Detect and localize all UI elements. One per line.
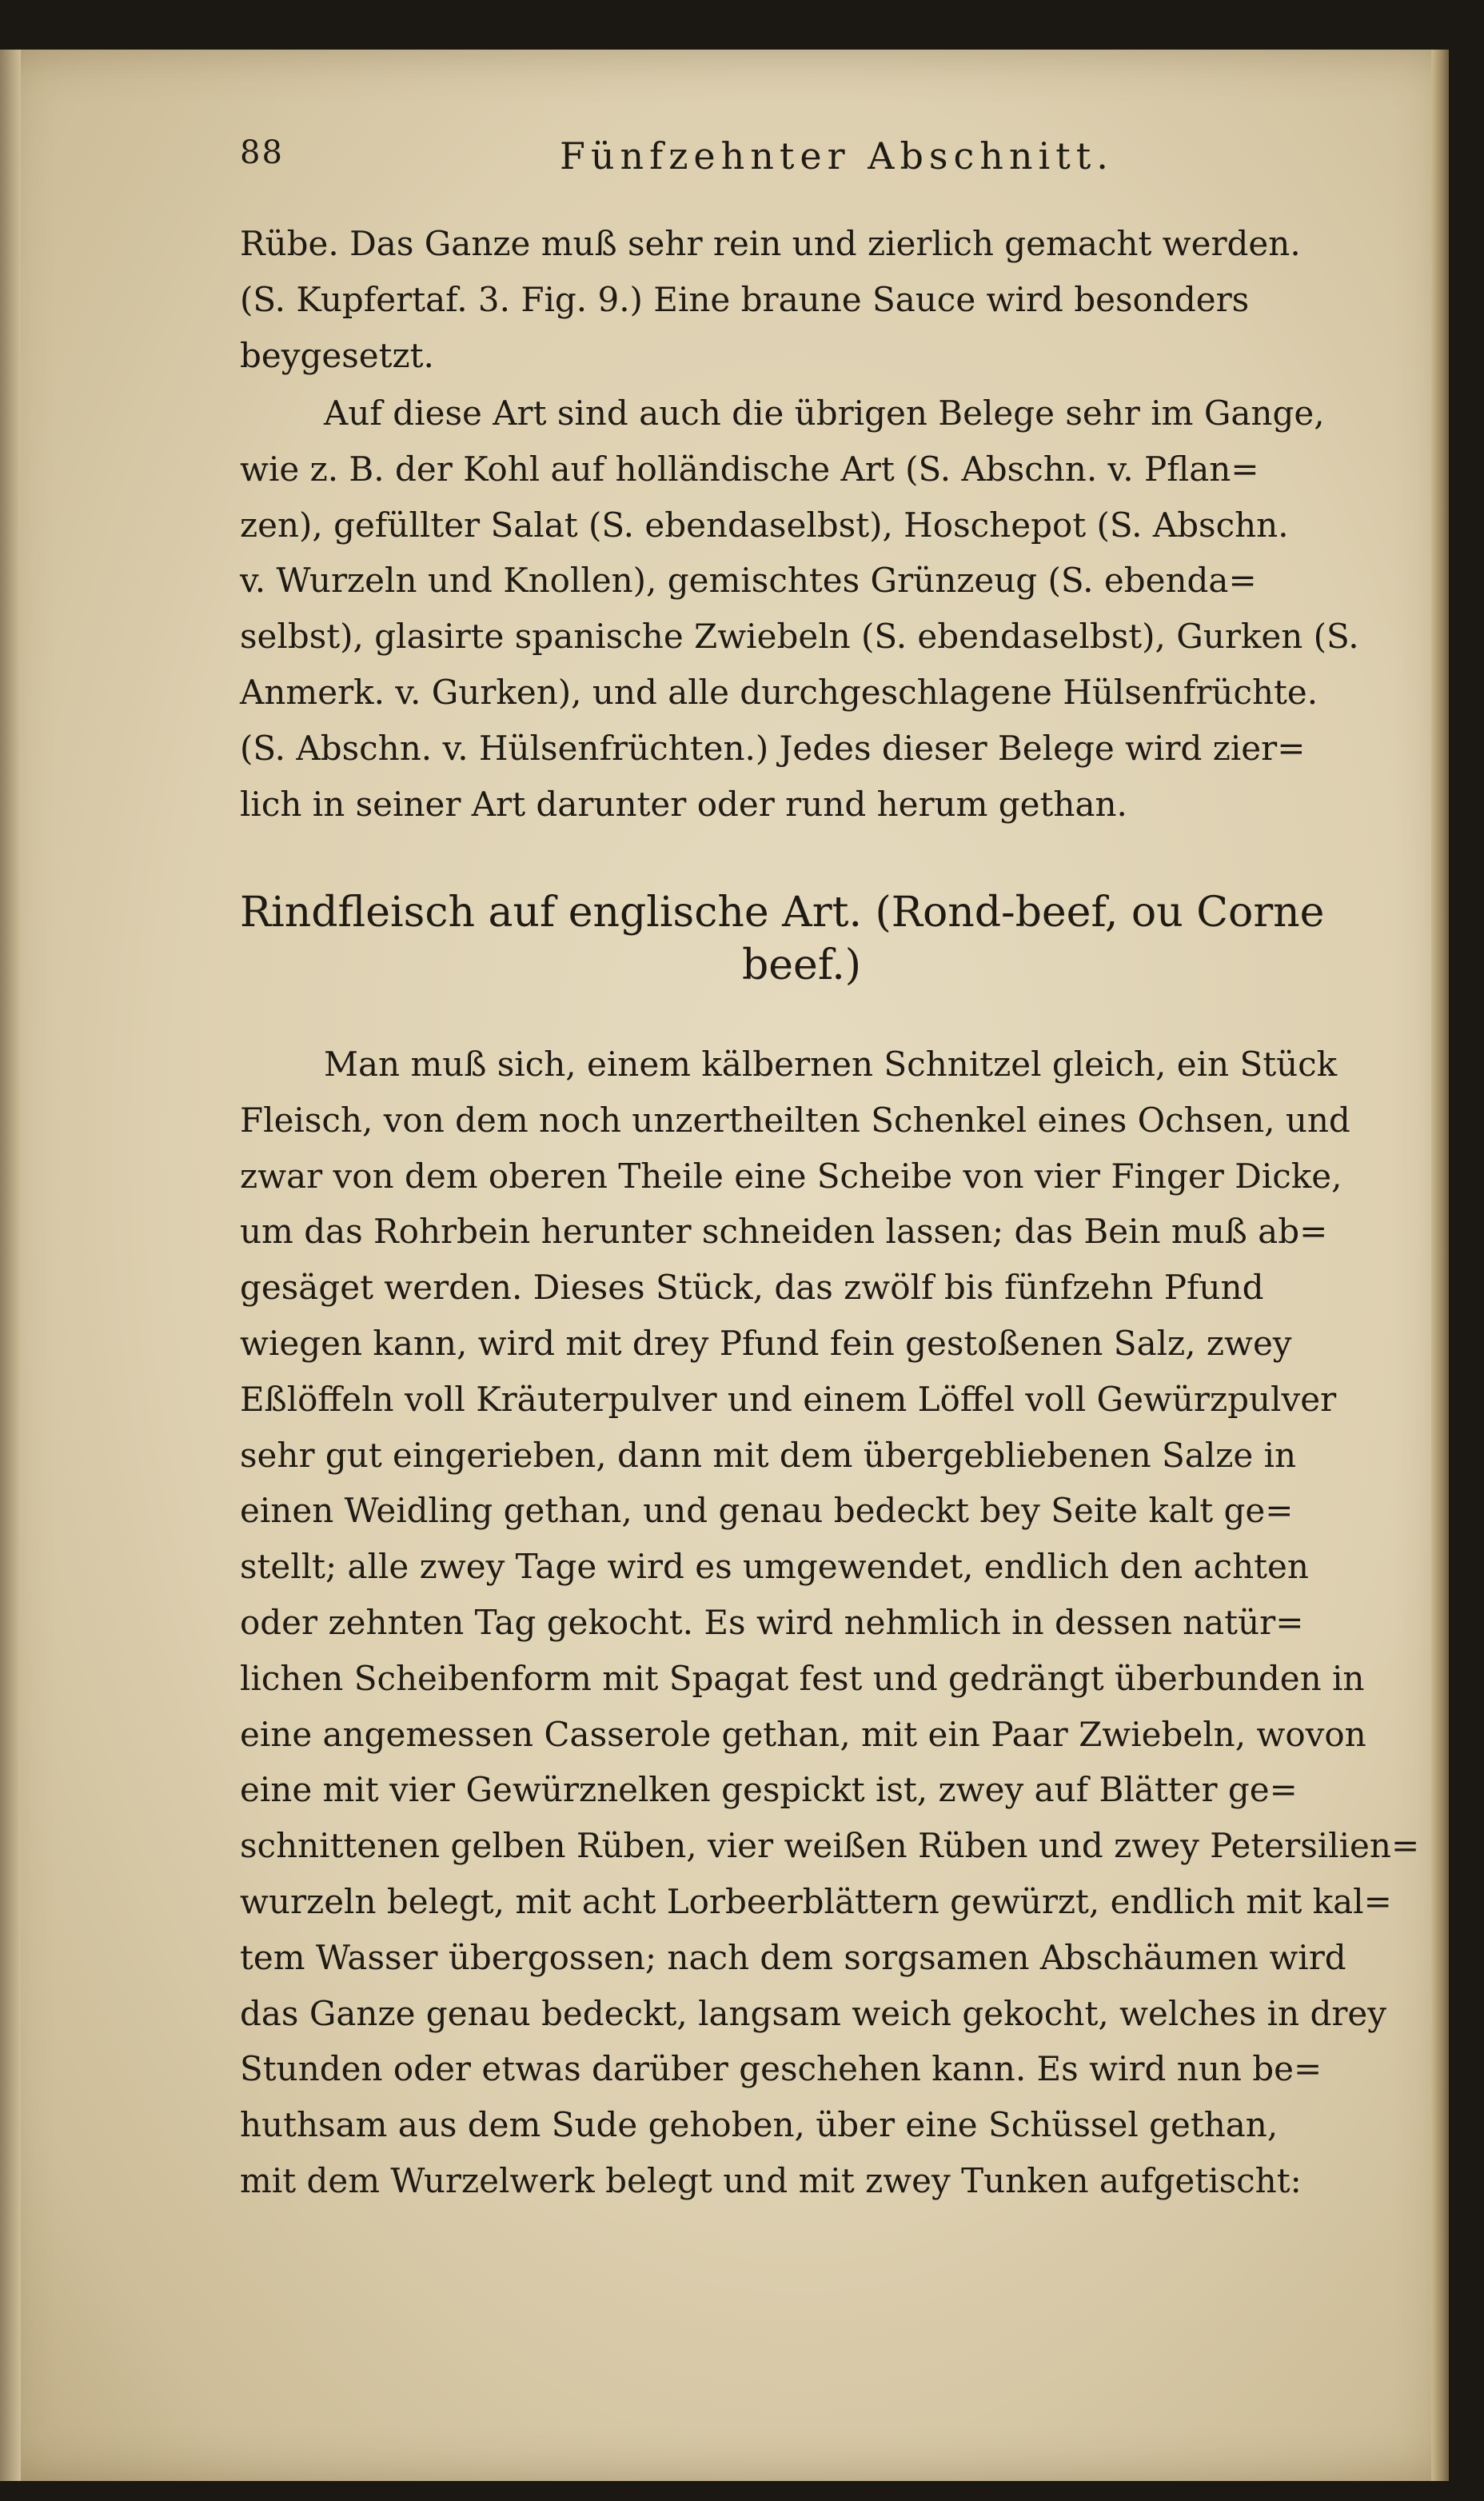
page-header bbox=[240, 134, 1391, 182]
text-line: wie z. B. der Kohl auf holländische Art (S. Abschn. v. Pflan= bbox=[240, 449, 1259, 489]
text-line: zwar von dem oberen Theile eine Scheibe von vier Finger Dicke, bbox=[240, 1156, 1342, 1196]
text-line: Auf diese Art sind auch die übrigen Belege sehr im Gange, bbox=[324, 394, 1325, 433]
page-fore-edge bbox=[1431, 50, 1449, 2481]
page-number: 88 bbox=[240, 134, 284, 171]
paragraph-1 bbox=[240, 216, 1387, 383]
section-heading bbox=[240, 886, 1387, 992]
running-head: Fünfzehnter Abschnitt. bbox=[560, 134, 1114, 178]
text-line: tem Wasser übergossen; nach dem sorgsamen Abschäumen wird bbox=[240, 1937, 1346, 1977]
text-line: beygesetzt. bbox=[240, 335, 434, 375]
text-line: Eßlöffeln voll Kräuterpulver und einem Löffel voll Gewürzpulver bbox=[240, 1379, 1337, 1419]
text-line: Fleisch, von dem noch unzertheilten Schenkel eines Ochsen, und bbox=[240, 1100, 1350, 1140]
text-line: sehr gut eingerieben, dann mit dem übergebliebenen Salze in bbox=[240, 1435, 1297, 1475]
text-line: (S. Kupfertaf. 3. Fig. 9.) Eine braune Sauce wird besonders bbox=[240, 279, 1250, 319]
text-line: lich in seiner Art darunter oder rund herum gethan. bbox=[240, 784, 1127, 824]
text-line: gesäget werden. Dieses Stück, das zwölf bis fünfzehn Pfund bbox=[240, 1268, 1264, 1308]
paragraph-2 bbox=[240, 386, 1387, 832]
text-line: selbst), glasirte spanische Zwiebeln (S. ebendaselbst), Gurken (S. bbox=[240, 617, 1359, 657]
heading-line-2: beef.) bbox=[742, 941, 862, 989]
text-line: eine mit vier Gewürznelken gespickt ist, zwey auf Blätter ge= bbox=[240, 1770, 1298, 1810]
text-line: Stunden oder etwas darüber geschehen kann. Es wird nun be= bbox=[240, 2049, 1322, 2089]
text-line: um das Rohrbein herunter schneiden lassen; das Bein muß ab= bbox=[240, 1212, 1328, 1252]
text-line: schnittenen gelben Rüben, vier weißen Rüben und zwey Petersilien= bbox=[240, 1826, 1420, 1866]
text-line: stellt; alle zwey Tage wird es umgewendet, endlich den achten bbox=[240, 1547, 1309, 1587]
text-line: huthsam aus dem Sude gehoben, über eine Schüssel gethan, bbox=[240, 2105, 1279, 2145]
text-line: wiegen kann, wird mit drey Pfund fein gestoßenen Salz, zwey bbox=[240, 1323, 1292, 1363]
text-line: einen Weidling gethan, und genau bedeckt bey Seite kalt ge= bbox=[240, 1491, 1294, 1531]
page-left-rim bbox=[0, 50, 21, 2481]
text-line: das Ganze genau bedeckt, langsam weich gekocht, welches in drey bbox=[240, 1993, 1386, 2033]
text-line: Man muß sich, einem kälbernen Schnitzel gleich, ein Stück bbox=[324, 1045, 1338, 1084]
text-line: (S. Abschn. v. Hülsenfrüchten.) Jedes dieser Belege wird zier= bbox=[240, 728, 1306, 768]
paragraph-3 bbox=[240, 1037, 1420, 2209]
text-line: eine angemessen Casserole gethan, mit ein Paar Zwiebeln, wovon bbox=[240, 1714, 1366, 1754]
text-line: lichen Scheibenform mit Spagat fest und gedrängt überbunden in bbox=[240, 1658, 1365, 1698]
text-line: oder zehnten Tag gekocht. Es wird nehmlich in dessen natür= bbox=[240, 1602, 1304, 1642]
text-line: Anmerk. v. Gurken), und alle durchgeschlagene Hülsenfrüchte. bbox=[240, 672, 1318, 712]
text-line: mit dem Wurzelwerk belegt und mit zwey Tunken aufgetischt: bbox=[240, 2160, 1302, 2200]
heading-line-1: Rindfleisch auf englische Art. (Rond-beef, ou Corne bbox=[240, 889, 1325, 937]
text-line: wurzeln belegt, mit acht Lorbeerblättern gewürzt, endlich mit kal= bbox=[240, 1881, 1392, 1921]
text-line: zen), gefüllter Salat (S. ebendaselbst), Hoschepot (S. Abschn. bbox=[240, 505, 1289, 545]
text-line: v. Wurzeln und Knollen), gemischtes Grünzeug (S. ebenda= bbox=[240, 561, 1257, 601]
text-line: Rübe. Das Ganze muß sehr rein und zierlich gemacht werden. bbox=[240, 224, 1301, 263]
